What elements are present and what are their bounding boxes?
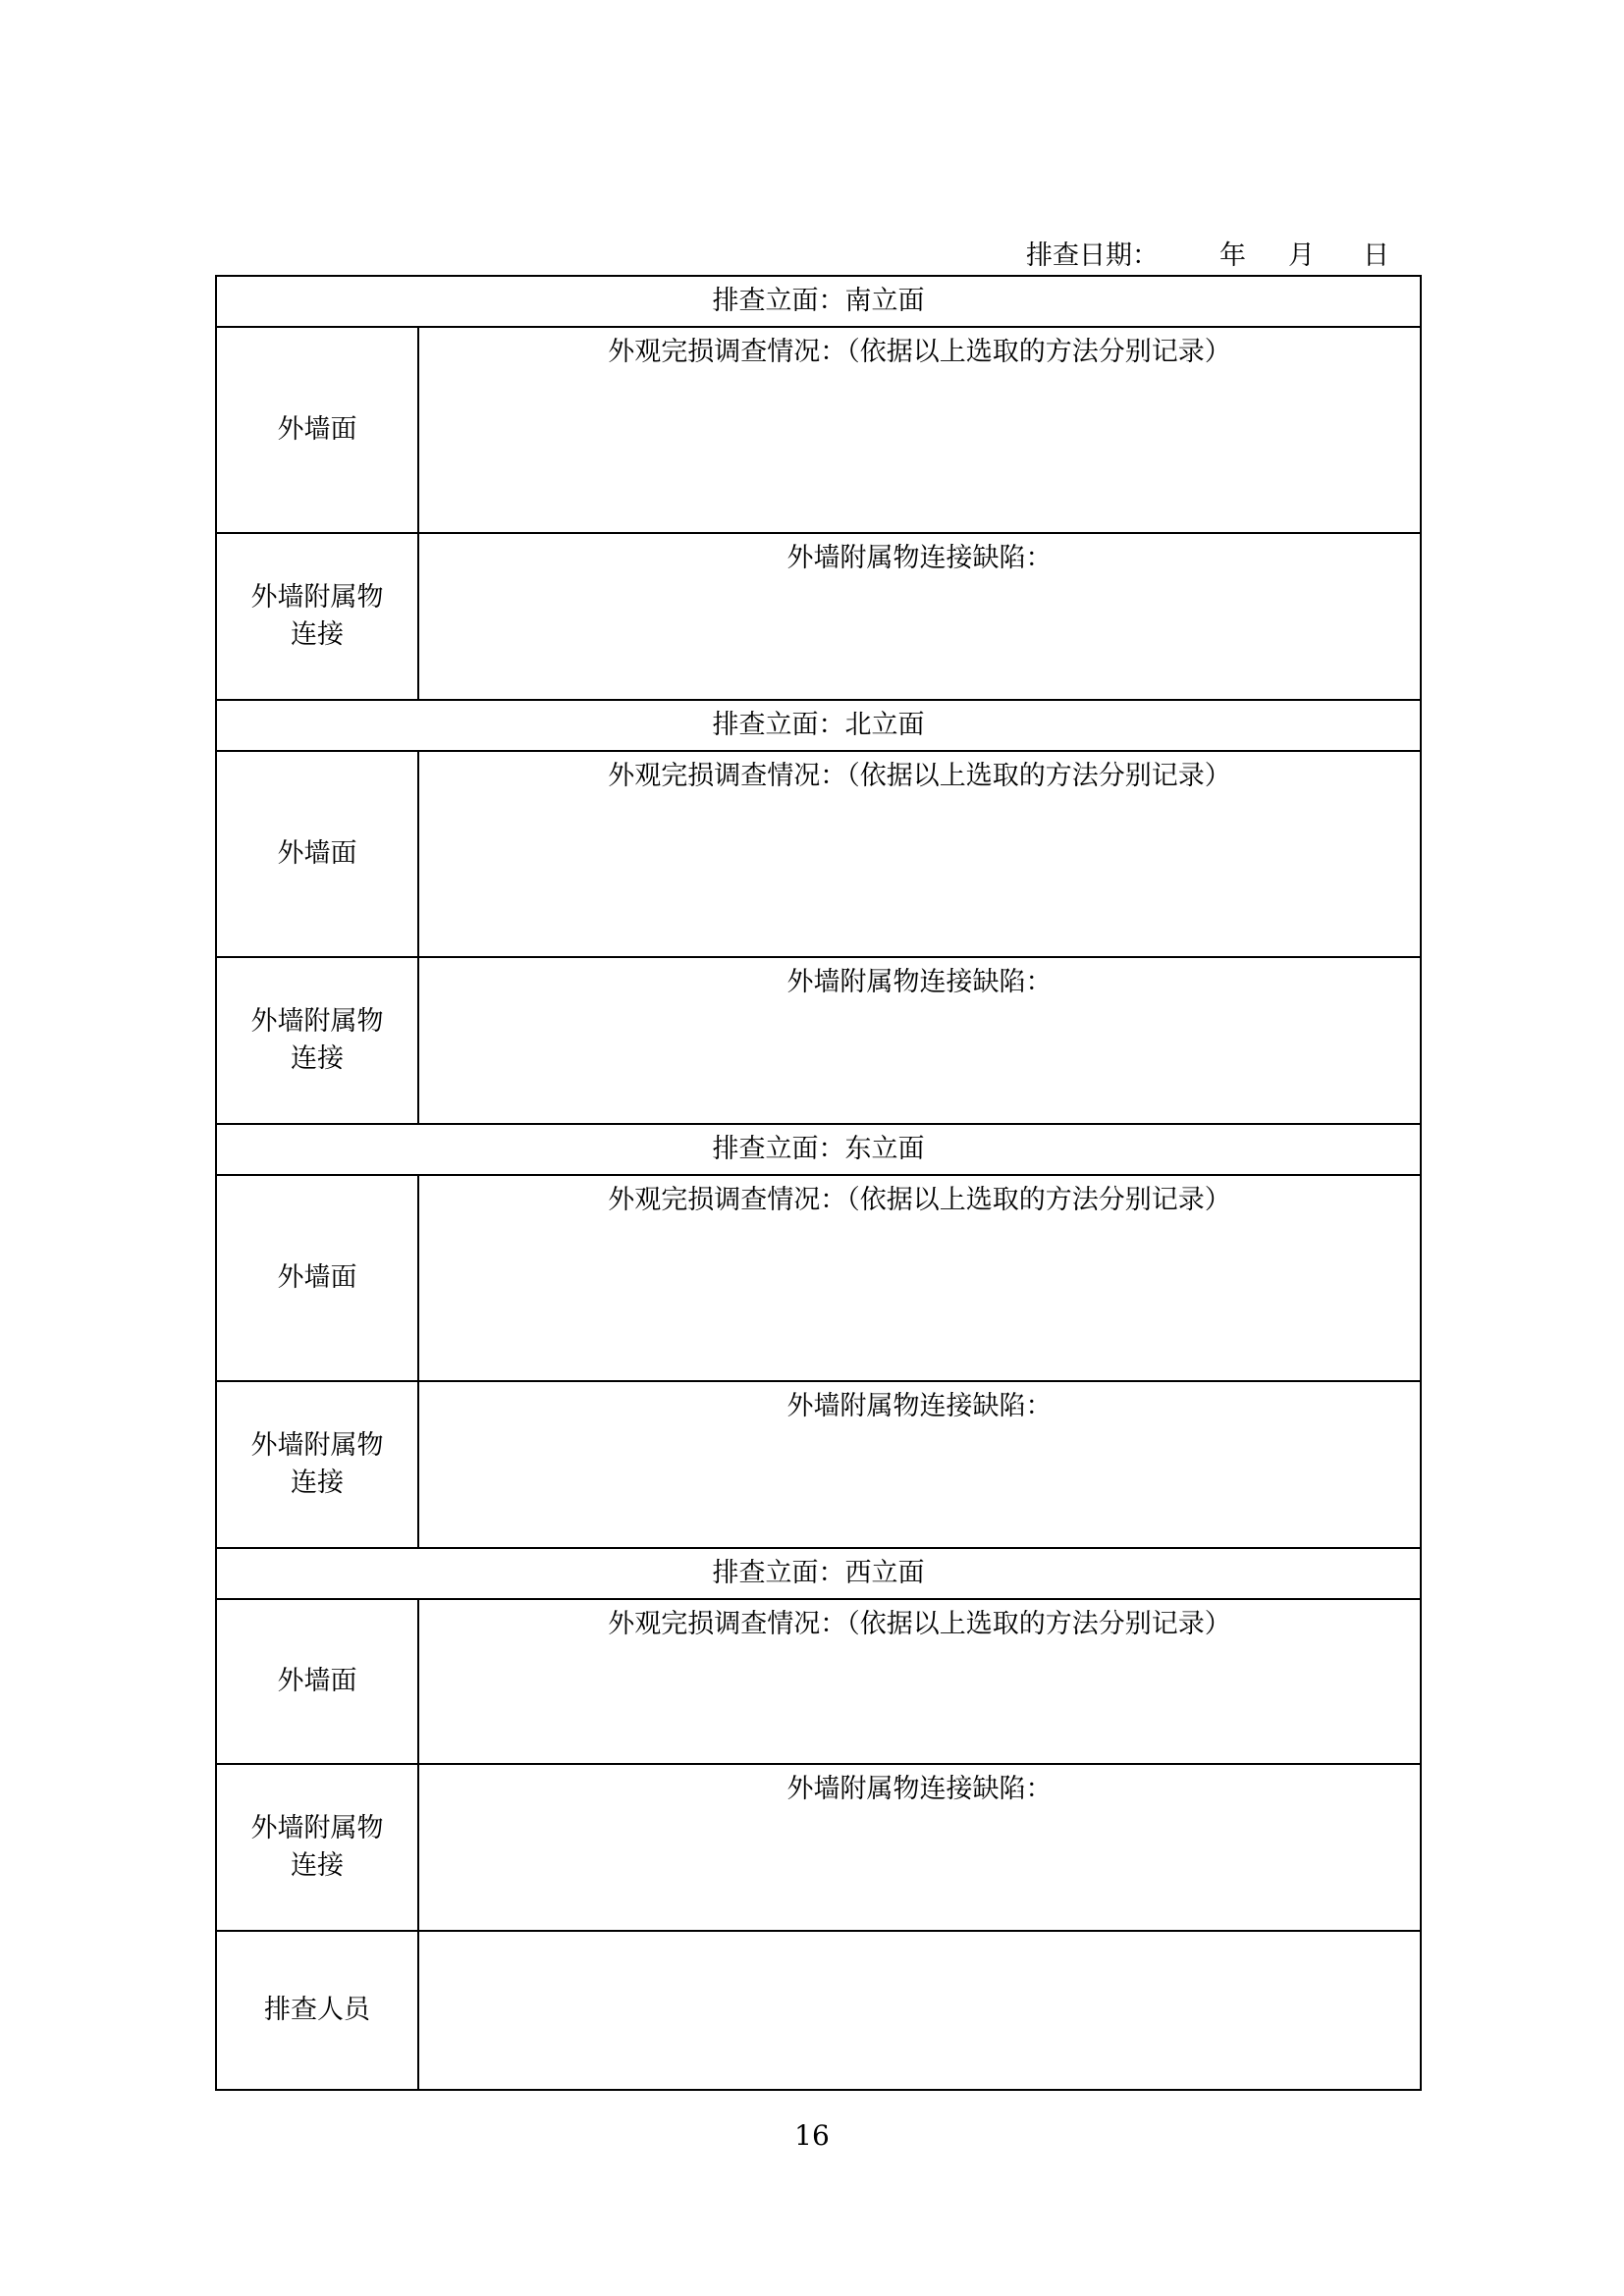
attachment-content-prompt: 外墙附属物连接缺陷： <box>786 1391 1053 1421</box>
attachment-content-prompt: 外墙附属物连接缺陷： <box>786 1774 1053 1804</box>
attachment-row <box>216 957 1421 1124</box>
wall-content-cell[interactable] <box>418 1175 1421 1381</box>
inspection-form-table <box>215 275 1422 2091</box>
date-day: 日 <box>1363 240 1389 271</box>
section-title-row <box>216 276 1421 327</box>
attachment-label-line2: 连接 <box>291 619 344 650</box>
attachment-row <box>216 533 1421 700</box>
section-title-row <box>216 1548 1421 1599</box>
section-title-row <box>216 1124 1421 1175</box>
attachment-row <box>216 1381 1421 1548</box>
wall-content-prompt: 外观完损调查情况：（依据以上选取的方法分别记录） <box>608 1185 1231 1215</box>
attachment-label <box>216 1764 418 1931</box>
attachment-content-cell[interactable] <box>418 1381 1421 1548</box>
wall-label: 外墙面 <box>216 327 418 533</box>
attachment-content-cell[interactable] <box>418 957 1421 1124</box>
attachment-label <box>216 957 418 1124</box>
attachment-content-prompt: 外墙附属物连接缺陷： <box>786 543 1053 573</box>
attachment-content-prompt: 外墙附属物连接缺陷： <box>786 967 1053 997</box>
date-label: 排查日期： <box>1026 240 1159 271</box>
attachment-label-line2: 连接 <box>291 1468 344 1498</box>
attachment-content-cell[interactable] <box>418 533 1421 700</box>
attachment-label-line1: 外墙附属物 <box>250 582 384 613</box>
page-number: 16 <box>794 2119 830 2152</box>
inspection-date <box>1026 239 1399 274</box>
section-title: 排查立面：南立面 <box>216 276 1421 327</box>
wall-content-prompt: 外观完损调查情况：（依据以上选取的方法分别记录） <box>608 1609 1231 1639</box>
wall-content-prompt: 外观完损调查情况：（依据以上选取的方法分别记录） <box>608 337 1231 367</box>
wall-content-prompt: 外观完损调查情况：（依据以上选取的方法分别记录） <box>608 761 1231 791</box>
section-title: 排查立面：东立面 <box>216 1124 1421 1175</box>
attachment-label-line1: 外墙附属物 <box>250 1006 384 1037</box>
wall-content-cell[interactable] <box>418 751 1421 957</box>
attachment-content-cell[interactable] <box>418 1764 1421 1931</box>
date-year: 年 <box>1219 240 1246 271</box>
wall-label: 外墙面 <box>216 1599 418 1764</box>
attachment-label-line2: 连接 <box>291 1043 344 1074</box>
inspector-row <box>216 1931 1421 2090</box>
wall-row <box>216 1175 1421 1381</box>
attachment-label-line1: 外墙附属物 <box>250 1430 384 1461</box>
wall-label: 外墙面 <box>216 751 418 957</box>
date-month: 月 <box>1288 240 1315 271</box>
wall-label: 外墙面 <box>216 1175 418 1381</box>
attachment-row <box>216 1764 1421 1931</box>
section-title: 排查立面：西立面 <box>216 1548 1421 1599</box>
attachment-label-line2: 连接 <box>291 1850 344 1881</box>
wall-row <box>216 751 1421 957</box>
inspector-field[interactable] <box>418 1931 1421 2090</box>
attachment-label <box>216 1381 418 1548</box>
inspector-label: 排查人员 <box>216 1931 418 2090</box>
section-title-row <box>216 700 1421 751</box>
wall-row <box>216 327 1421 533</box>
wall-content-cell[interactable] <box>418 1599 1421 1764</box>
section-title: 排查立面：北立面 <box>216 700 1421 751</box>
wall-row <box>216 1599 1421 1764</box>
attachment-label-line1: 外墙附属物 <box>250 1813 384 1843</box>
attachment-label <box>216 533 418 700</box>
wall-content-cell[interactable] <box>418 327 1421 533</box>
